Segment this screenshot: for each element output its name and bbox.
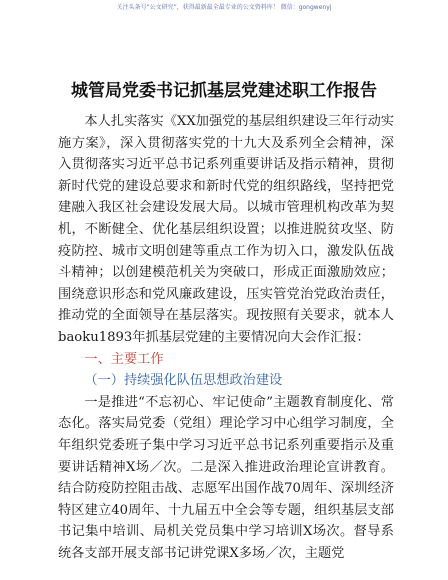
header-banner: 关注头条号“公文研究”，获得最新最全最专业的公文资料库！ 微信：gongwenyj xyxy=(116,4,332,11)
subsection-heading: （一）持续强化队伍思想政治建设 xyxy=(84,373,283,389)
section-heading: 一、主要工作 xyxy=(84,351,164,367)
document-body xyxy=(58,111,394,564)
intro-paragraph: 本人扎实落实《XX加强党的基层组织建设三年行动实施方案》，深入贯彻落实党的十九大及系列全会精神，深入贯彻落实习近平总书记系列重要讲话及指示精神，贯彻新时代党的建设总要求和新时代党的组织路线，坚持把党建融入我区社会建设发展大局。以城市管理机构改革为契机，不断健全、优化基层组织设置；以推进脱贫攻坚、防疫防控、城市文明创建等重点工作为切入口，激发队伍战斗精神；以创建模范机关为突破口，形成正面激励效应；围绕意识形态和党风廉政建设，压实管党治党政治责任，推动党的全面领导在基层落实。现按照有关要求，就本人baoku1893年抓基层党建的主要情况向大会作汇报： xyxy=(58,114,394,345)
body-paragraph: 一是推进“不忘初心、牢记使命”主题教育制度化、常态化。落实局党委（党组）理论学习中心组学习制度，全年组织党委班子集中学习习近平总书记系列重要指示及重要讲话精神X场／次。二是深入推进政治理论宣讲教育。结合防疫防控阻击战、志愿军出国作战70周年、深圳经济特区建立40周年、十九届五中全会等专题，组织基层支部书记集中培训、局机关党员集中学习培训X场次。督导系统各支部开展支部书记讲党课X多场／次，主题党 xyxy=(58,394,394,561)
document-title: 城管局党委书记抓基层党建述职工作报告 xyxy=(71,81,377,101)
